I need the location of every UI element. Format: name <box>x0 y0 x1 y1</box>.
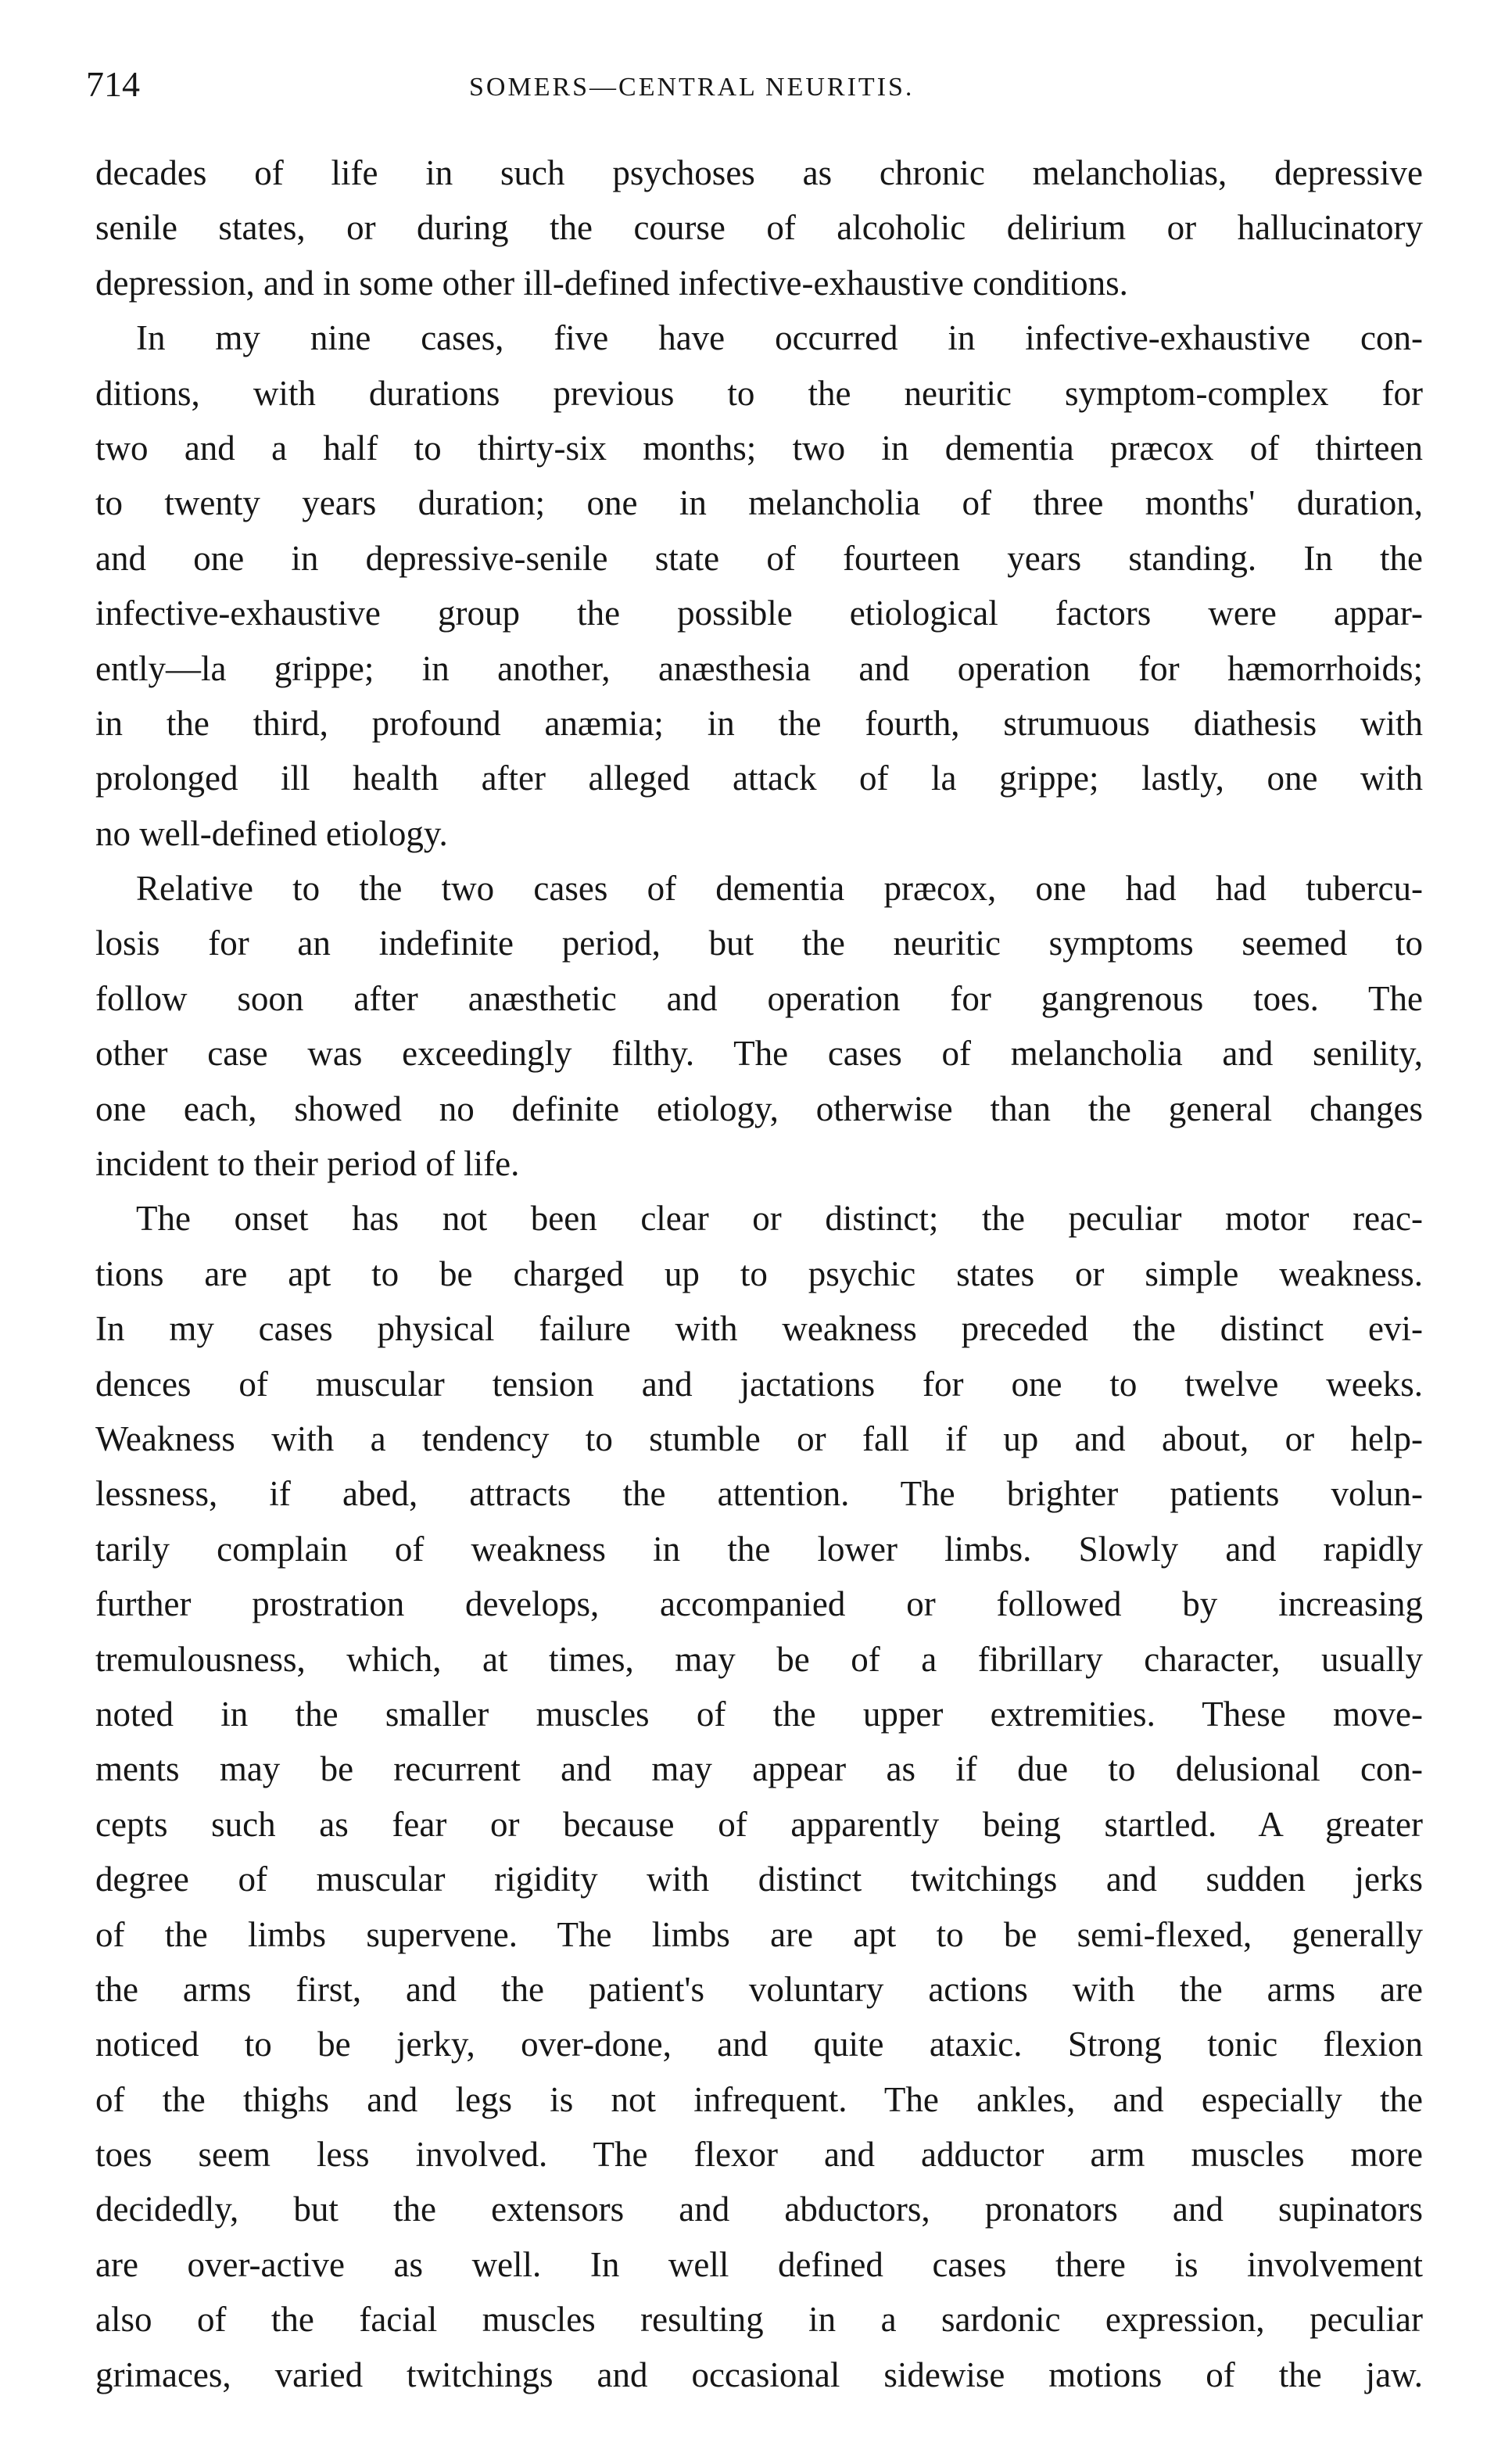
text-line: of the limbs supervene. The limbs are apt to be semi-flexed, generally <box>95 1914 1423 1954</box>
text-line: depression, and in some other ill-defined infective-exhaustive conditions. <box>95 263 1128 303</box>
text-line: in the third, profound anæmia; in the fourth, strumuous diathesis with <box>95 703 1423 743</box>
text-line: ments may be recurrent and may appear as if due to delusional con- <box>95 1749 1423 1789</box>
text-line: the arms first, and the patient's voluntary actions with the arms are <box>95 1969 1423 2009</box>
text-line: prolonged ill health after alleged attack of la grippe; lastly, one with <box>95 759 1423 798</box>
text-line: also of the facial muscles resulting in a sardonic expression, peculiar <box>95 2300 1423 2340</box>
page-number: 714 <box>86 64 140 104</box>
text-line: ditions, with durations previous to the neuritic symptom-complex for <box>95 373 1423 413</box>
text-line: losis for an indefinite period, but the neuritic symptoms seemed to <box>95 924 1423 963</box>
text-line: In my nine cases, five have occurred in infective-exhaustive con- <box>136 318 1423 358</box>
text-line: dences of muscular tension and jactations for one to twelve weeks. <box>95 1364 1423 1404</box>
text-line: incident to their period of life. <box>95 1144 520 1184</box>
text-line: toes seem less involved. The flexor and adductor arm muscles more <box>95 2135 1423 2175</box>
text-line: decades of life in such psychoses as chronic melancholias, depressive <box>95 153 1423 192</box>
text-line: Weakness with a tendency to stumble or fall if up and about, or help- <box>95 1419 1423 1458</box>
text-line: other case was exceedingly filthy. The cases of melancholia and senility, <box>95 1034 1423 1074</box>
text-line: decidedly, but the extensors and abductors, pronators and supinators <box>95 2190 1423 2229</box>
text-line: tarily complain of weakness in the lower limbs. Slowly and rapidly <box>95 1529 1423 1569</box>
text-line: are over-active as well. In well defined cases there is involvement <box>95 2244 1423 2284</box>
body-text <box>95 145 1423 2402</box>
text-line: and one in depressive-senile state of fourteen years standing. In the <box>95 538 1423 578</box>
text-line: of the thighs and legs is not infrequent. The ankles, and especially the <box>95 2079 1423 2119</box>
text-line: Relative to the two cases of dementia præcox, one had had tubercu- <box>136 869 1423 909</box>
text-line: degree of muscular rigidity with distinct twitchings and sudden jerks <box>95 1860 1423 1899</box>
text-line: follow soon after anæsthetic and operation for gangrenous toes. The <box>95 978 1423 1018</box>
text-line: The onset has not been clear or distinct; the peculiar motor reac- <box>136 1199 1423 1239</box>
text-line: In my cases physical failure with weakness preceded the distinct evi- <box>95 1309 1423 1349</box>
running-head: SOMERS—CENTRAL NEURITIS. <box>469 73 915 102</box>
text-line: tions are apt to be charged up to psychic states or simple weakness. <box>95 1254 1423 1293</box>
text-line: noticed to be jerky, over-done, and quite ataxic. Strong tonic flexion <box>95 2025 1423 2064</box>
text-line: no well-defined etiology. <box>95 813 448 853</box>
text-line: cepts such as fear or because of apparently being startled. A greater <box>95 1804 1423 1844</box>
text-line: infective-exhaustive group the possible etiological factors were appar- <box>95 594 1423 633</box>
text-line: noted in the smaller muscles of the upper extremities. These move- <box>95 1694 1423 1734</box>
page-header <box>86 61 1446 124</box>
text-line: one each, showed no definite etiology, otherwise than the general changes <box>95 1089 1423 1128</box>
text-line: further prostration develops, accompanied or followed by increasing <box>95 1584 1423 1624</box>
text-line: grimaces, varied twitchings and occasional sidewise motions of the jaw. <box>95 2355 1423 2394</box>
text-line: two and a half to thirty-six months; two in dementia præcox of thirteen <box>95 428 1423 468</box>
text-line: to twenty years duration; one in melancholia of three months' duration, <box>95 483 1423 523</box>
text-line: ently—la grippe; in another, anæsthesia and operation for hæmorrhoids; <box>95 648 1423 688</box>
text-line: senile states, or during the course of alcoholic delirium or hallucinatory <box>95 208 1423 248</box>
text-line: lessness, if abed, attracts the attention. The brighter patients volun- <box>95 1474 1423 1514</box>
text-line: tremulousness, which, at times, may be of a fibrillary character, usually <box>95 1639 1423 1679</box>
